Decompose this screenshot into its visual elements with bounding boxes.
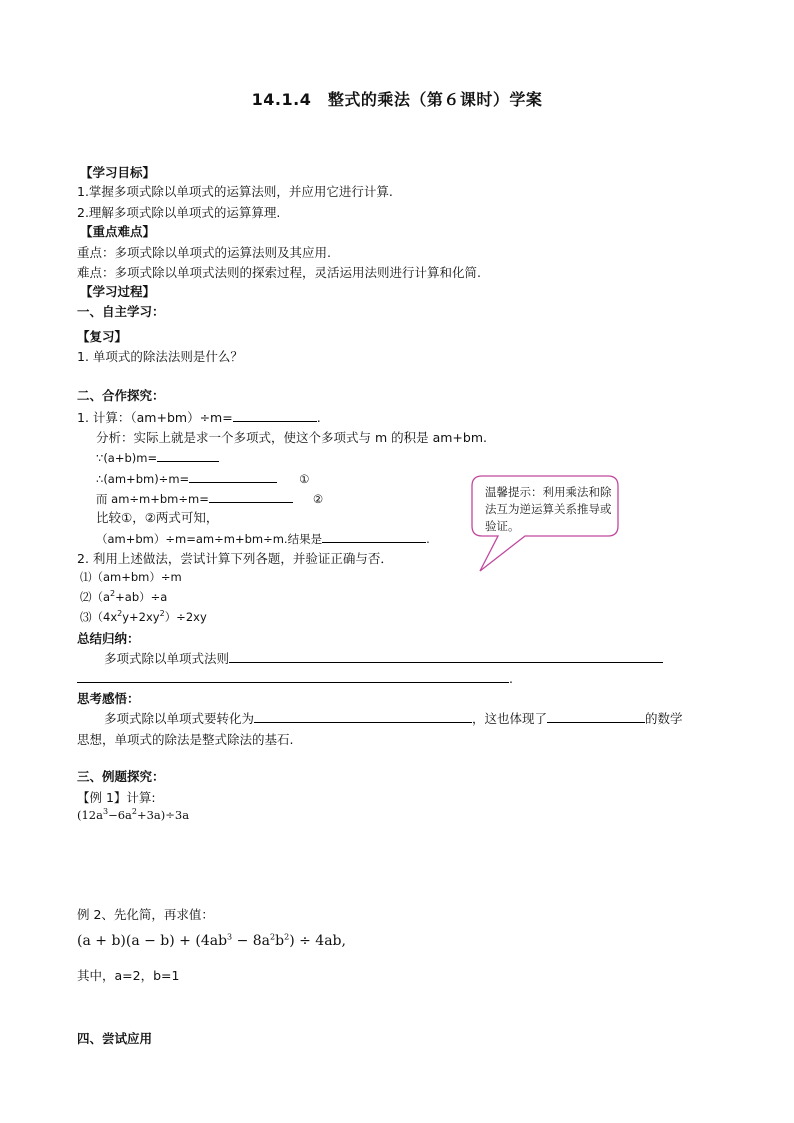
- explore-question-2: 2. 利用上述做法，尝试计算下列各题，并验证正确与否．: [77, 551, 393, 566]
- formula-part: (a + b)(a − b) + (4ab: [77, 933, 228, 949]
- goal-item-2: 2.理解多项式除以单项式的运算算理.: [77, 205, 281, 220]
- example-1-formula: [77, 808, 189, 822]
- formula-part: +3a)÷3a: [136, 808, 190, 822]
- step-2-mark: ①: [299, 472, 310, 486]
- exercise-2-part-b: +ab）÷a: [115, 590, 168, 604]
- question-1-text: 1. 计算：（am+bm）÷m=: [77, 410, 233, 425]
- exponent: 3: [102, 807, 109, 817]
- reflection-text-c: 的数学: [645, 711, 683, 726]
- exercise-3: [80, 609, 207, 625]
- formula-part: (12a: [77, 808, 103, 822]
- reflection-line-1: [104, 709, 683, 727]
- step-3-text: 而 am÷m+bm÷m=: [96, 492, 209, 506]
- exercise-2: [80, 589, 167, 605]
- example-2-formula: [77, 933, 346, 949]
- reflection-header: 思考感悟：: [77, 691, 140, 706]
- reflection-text-b: ，这也体现了: [472, 711, 548, 726]
- example-1-label: 【例 1】计算:: [77, 790, 156, 805]
- exercise-2-part-a: ⑵（a: [80, 590, 111, 604]
- review-header: 【复习】: [77, 329, 128, 344]
- self-study-heading: 一、自主学习：: [77, 304, 165, 319]
- exponent: 2: [270, 932, 276, 942]
- goals-header: 【学习目标】: [80, 165, 156, 180]
- keypoint-key: 重点：多项式除以单项式的运算法则及其应用.: [77, 245, 331, 260]
- goal-item-1: 1.掌握多项式除以单项式的运算法则，并应用它进行计算.: [77, 184, 393, 199]
- exercise-3-part-a: ⑶（4x: [80, 610, 118, 624]
- example-2-where: 其中，a=2，b=1: [77, 968, 180, 983]
- exponent: 2: [159, 609, 165, 619]
- keypoint-difficulty: 难点：多项式除以单项式法则的探索过程，灵活运用法则进行计算和化简.: [77, 265, 481, 280]
- answer-blank: [254, 709, 472, 723]
- summary-text: 多项式除以单项式法则: [104, 651, 230, 666]
- exponent: 2: [117, 609, 123, 619]
- answer-blank: [233, 408, 317, 422]
- exponent: 2: [284, 932, 290, 942]
- apply-header: 四、尝试应用: [77, 1031, 153, 1046]
- step-2-text: ∴(am+bm)÷m=: [96, 472, 190, 486]
- hint-callout-text: 温馨提示：利用乘法和除法互为逆运算关系推导或验证。: [485, 485, 612, 533]
- question-1-end: .: [316, 410, 321, 425]
- exercise-3-part-c: ）÷2xy: [164, 610, 207, 624]
- conclusion-end: .: [426, 532, 430, 546]
- compare-text: 比较①，②两式可知，: [96, 510, 219, 525]
- conclusion-text: （am+bm）÷m=am÷m+bm÷m.结果是: [96, 532, 323, 546]
- step-3: [96, 489, 323, 507]
- step-1: [96, 448, 219, 465]
- exponent: 3: [227, 932, 233, 942]
- reflection-text-a: 多项式除以单项式要转化为: [104, 711, 255, 726]
- step-1-text: ∵(a+b)m=: [96, 451, 158, 465]
- summary-header: 总结归纳：: [77, 631, 140, 646]
- explore-question-1: [77, 408, 321, 426]
- answer-blank: [547, 709, 645, 723]
- formula-part: − 8a: [232, 933, 271, 949]
- example-2-label: 例 2、先化简，再求值：: [77, 907, 214, 922]
- step-3-mark: ②: [312, 492, 324, 506]
- process-header: 【学习过程】: [80, 284, 156, 299]
- explore-header: 二、合作探究：: [77, 388, 165, 403]
- keypoints-header: 【重点难点】: [80, 224, 156, 239]
- formula-part: ) ÷ 4ab,: [289, 933, 346, 949]
- answer-blank: [157, 448, 219, 462]
- reflection-line-2: 思想，单项式的除法是整式除法的基石.: [77, 732, 294, 747]
- exponent: 2: [131, 807, 137, 817]
- page-title: 14.1.4 整式的乘法（第６课时）学案: [251, 90, 543, 109]
- examples-header: 三、例题探究：: [77, 769, 165, 784]
- exercise-3-part-b: y+2xy: [122, 610, 160, 624]
- summary-line-2: [77, 669, 513, 686]
- answer-blank: [322, 529, 426, 543]
- exercise-1: ⑴（am+bm）÷m: [80, 570, 182, 584]
- answer-blank: [77, 669, 509, 683]
- summary-line: [104, 649, 663, 667]
- summary-end: .: [509, 671, 513, 686]
- exponent: 2: [110, 589, 116, 599]
- formula-part: −6a: [108, 808, 132, 822]
- analysis-text: 分析：实际上就是求一个多项式，使这个多项式与 m 的积是 am+bm.: [96, 430, 487, 445]
- conclusion-line: [96, 529, 430, 547]
- step-2: [96, 469, 309, 486]
- answer-blank: [209, 489, 293, 503]
- review-question: 1. 单项式的除法法则是什么？: [77, 349, 243, 364]
- formula-part: b: [275, 933, 285, 949]
- answer-blank: [229, 649, 663, 663]
- answer-blank: [189, 469, 277, 483]
